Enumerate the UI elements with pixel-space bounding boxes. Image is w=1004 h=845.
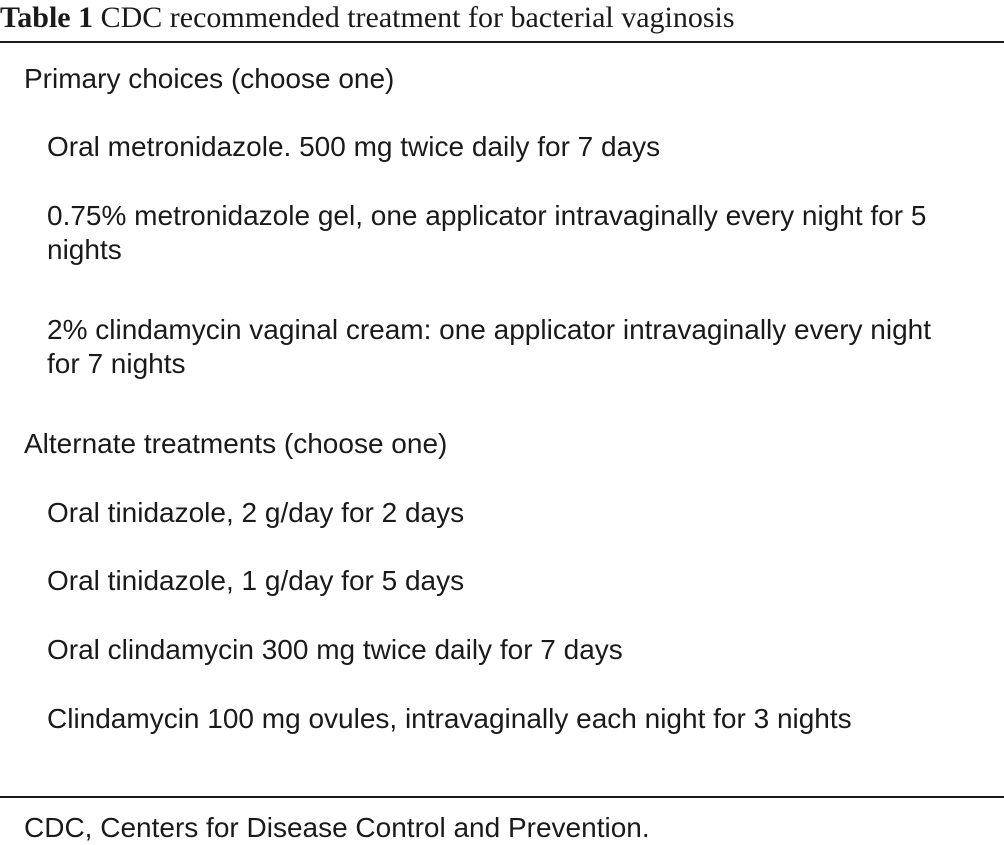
treatment-item: Oral clindamycin 300 mg twice daily for 7 days xyxy=(47,634,623,665)
treatment-item: Oral tinidazole, 2 g/day for 2 days xyxy=(47,497,465,528)
table-caption-label: Table 1 xyxy=(0,1,94,34)
treatment-item: Oral tinidazole, 1 g/day for 5 days xyxy=(47,565,465,596)
treatment-item: 2% clindamycin vaginal cream: one applicator intravaginally every night for 7 nights xyxy=(47,314,932,379)
table-top-rule xyxy=(0,41,1004,43)
table-caption xyxy=(0,0,1004,40)
section-heading-alternate: Alternate treatments (choose one) xyxy=(24,428,448,459)
table-caption-text: CDC recommended treatment for bacterial vaginosis xyxy=(100,1,735,34)
table-bottom-rule xyxy=(0,796,1004,798)
treatment-item: Oral metronidazole. 500 mg twice daily for 7 days xyxy=(47,131,661,162)
treatment-item: 0.75% metronidazole gel, one applicator intravaginally every night for 5 nights xyxy=(47,200,927,265)
table-footnote: CDC, Centers for Disease Control and Prevention. xyxy=(24,812,650,843)
section-heading-primary: Primary choices (choose one) xyxy=(24,63,395,94)
treatment-item: Clindamycin 100 mg ovules, intravaginally each night for 3 nights xyxy=(47,703,852,734)
